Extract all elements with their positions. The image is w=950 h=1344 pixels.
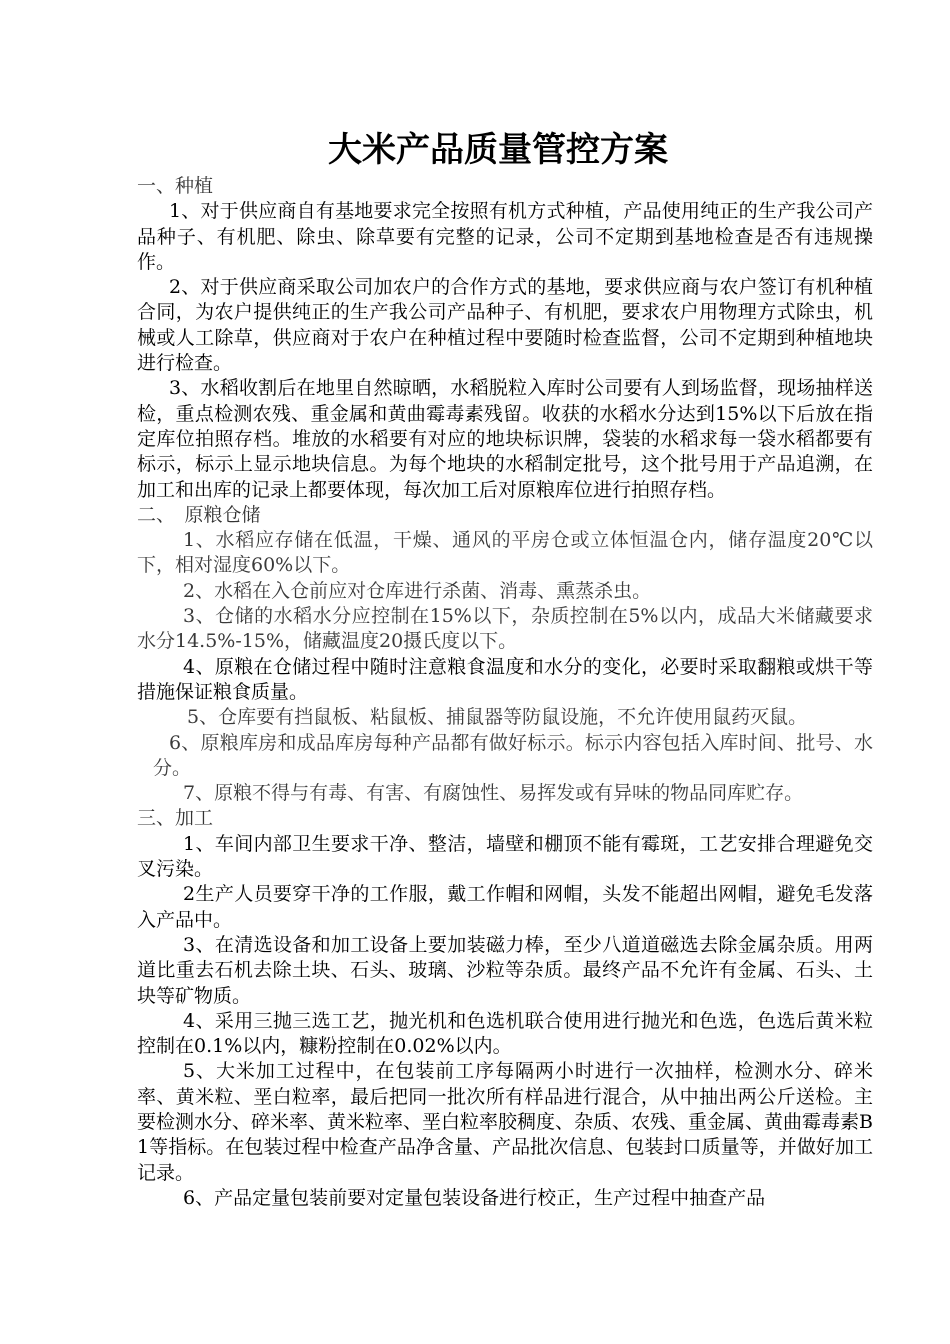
paragraph: 4、原粮在仓储过程中随时注意粮食温度和水分的变化，必要时采取翻粮或烘干等措施保证粮食质量。 — [137, 655, 873, 703]
paragraph: 6、原粮库房和成品库房每种产品都有做好标示。标示内容包括入库时间、批号、水分。 — [153, 731, 873, 779]
document-body — [137, 174, 873, 1211]
paragraph: 3、在清选设备和加工设备上要加装磁力棒，至少八道道磁选去除金属杂质。用两道比重去石机去除土块、石头、玻璃、沙粒等杂质。最终产品不允许有金属、石头、土块等矿物质。 — [137, 933, 873, 1007]
section-heading-planting: 一、种植 — [137, 175, 214, 197]
paragraph: 6、产品定量包装前要对定量包装设备进行校正，生产过程中抽查产品 — [183, 1186, 766, 1209]
paragraph: 1、对于供应商自有基地要求完全按照有机方式种植，产品使用纯正的生产我公司产品种子、有机肥、除虫、除草要有完整的记录，公司不定期到基地检查是否有违规操作。 — [137, 200, 873, 273]
document-title: 大米产品质量管控方案 — [328, 130, 668, 170]
paragraph: 5、仓库要有挡鼠板、粘鼠板、捕鼠器等防鼠设施，不允许使用鼠药灭鼠。 — [187, 706, 808, 729]
paragraph: 1、车间内部卫生要求干净、整洁，墙壁和棚顶不能有霉斑，工艺安排合理避免交叉污染。 — [137, 832, 873, 881]
paragraph: 1、水稻应存储在低温，干燥、通风的平房仓或立体恒温仓内，储存温度20℃以下，相对湿度60%以下。 — [137, 529, 873, 577]
section-heading-processing: 三、加工 — [137, 807, 214, 830]
paragraph: 2生产人员要穿干净的工作服，戴工作帽和网帽，头发不能超出网帽，避免毛发落入产品中。 — [137, 883, 873, 931]
paragraph: 7、原粮不得与有毒、有害、有腐蚀性、易挥发或有异味的物品同库贮存。 — [183, 782, 804, 805]
paragraph: 3、水稻收割后在地里自然晾晒，水稻脱粒入库时公司要有人到场监督，现场抽样送检，重点检测农残、重金属和黄曲霉毒素残留。收获的水稻水分达到15%以下后放在指定库位拍照存档。堆放的水稻要有对应的地块标识牌，袋装的水稻求每一袋水稻都要有标示，标示上显示地块信息。为每个地块的水稻制定批号，这个批号用于产品追溯，在加工和出库的记录上都要体现，每次加工后对原粮库位进行拍照存档。 — [137, 377, 873, 501]
paragraph: 5、大米加工过程中，在包装前工序每隔两小时进行一次抽样，检测水分、碎米率、黄米粒、垩白粒率，最后把同一批次所有样品进行混合，从中抽出两公斤送检。主要检测水分、碎米率、黄米粒率、垩白粒率胶稠度、杂质、农残、重金属、黄曲霉毒素B1等指标。在包装过程中检查产品净含量、产品批次信息、包装封口质量等，并做好加工记录。 — [137, 1060, 873, 1184]
section-heading-storage: 二、 原粮仓储 — [137, 503, 261, 526]
paragraph: 2、水稻在入仓前应对仓库进行杀菌、消毒、熏蒸杀虫。 — [183, 579, 652, 602]
paragraph: 2、对于供应商采取公司加农户的合作方式的基地，要求供应商与农户签订有机种植合同，为农户提供纯正的生产我公司产品种子、有机肥，要求农户用物理方式除虫，机械或人工除草，供应商对于农户在种植过程中要随时检查监督，公司不定期到种植地块进行检查。 — [137, 276, 873, 375]
paragraph: 3、仓储的水稻水分应控制在15%以下，杂质控制在5%以内，成品大米储藏要求水分14.5%-15%，储藏温度20摄氏度以下。 — [137, 605, 873, 653]
paragraph: 4、采用三抛三选工艺，抛光机和色选机联合使用进行抛光和色选，色选后黄米粒控制在0.1%以内，糠粉控制在0.02%以内。 — [137, 1009, 873, 1058]
